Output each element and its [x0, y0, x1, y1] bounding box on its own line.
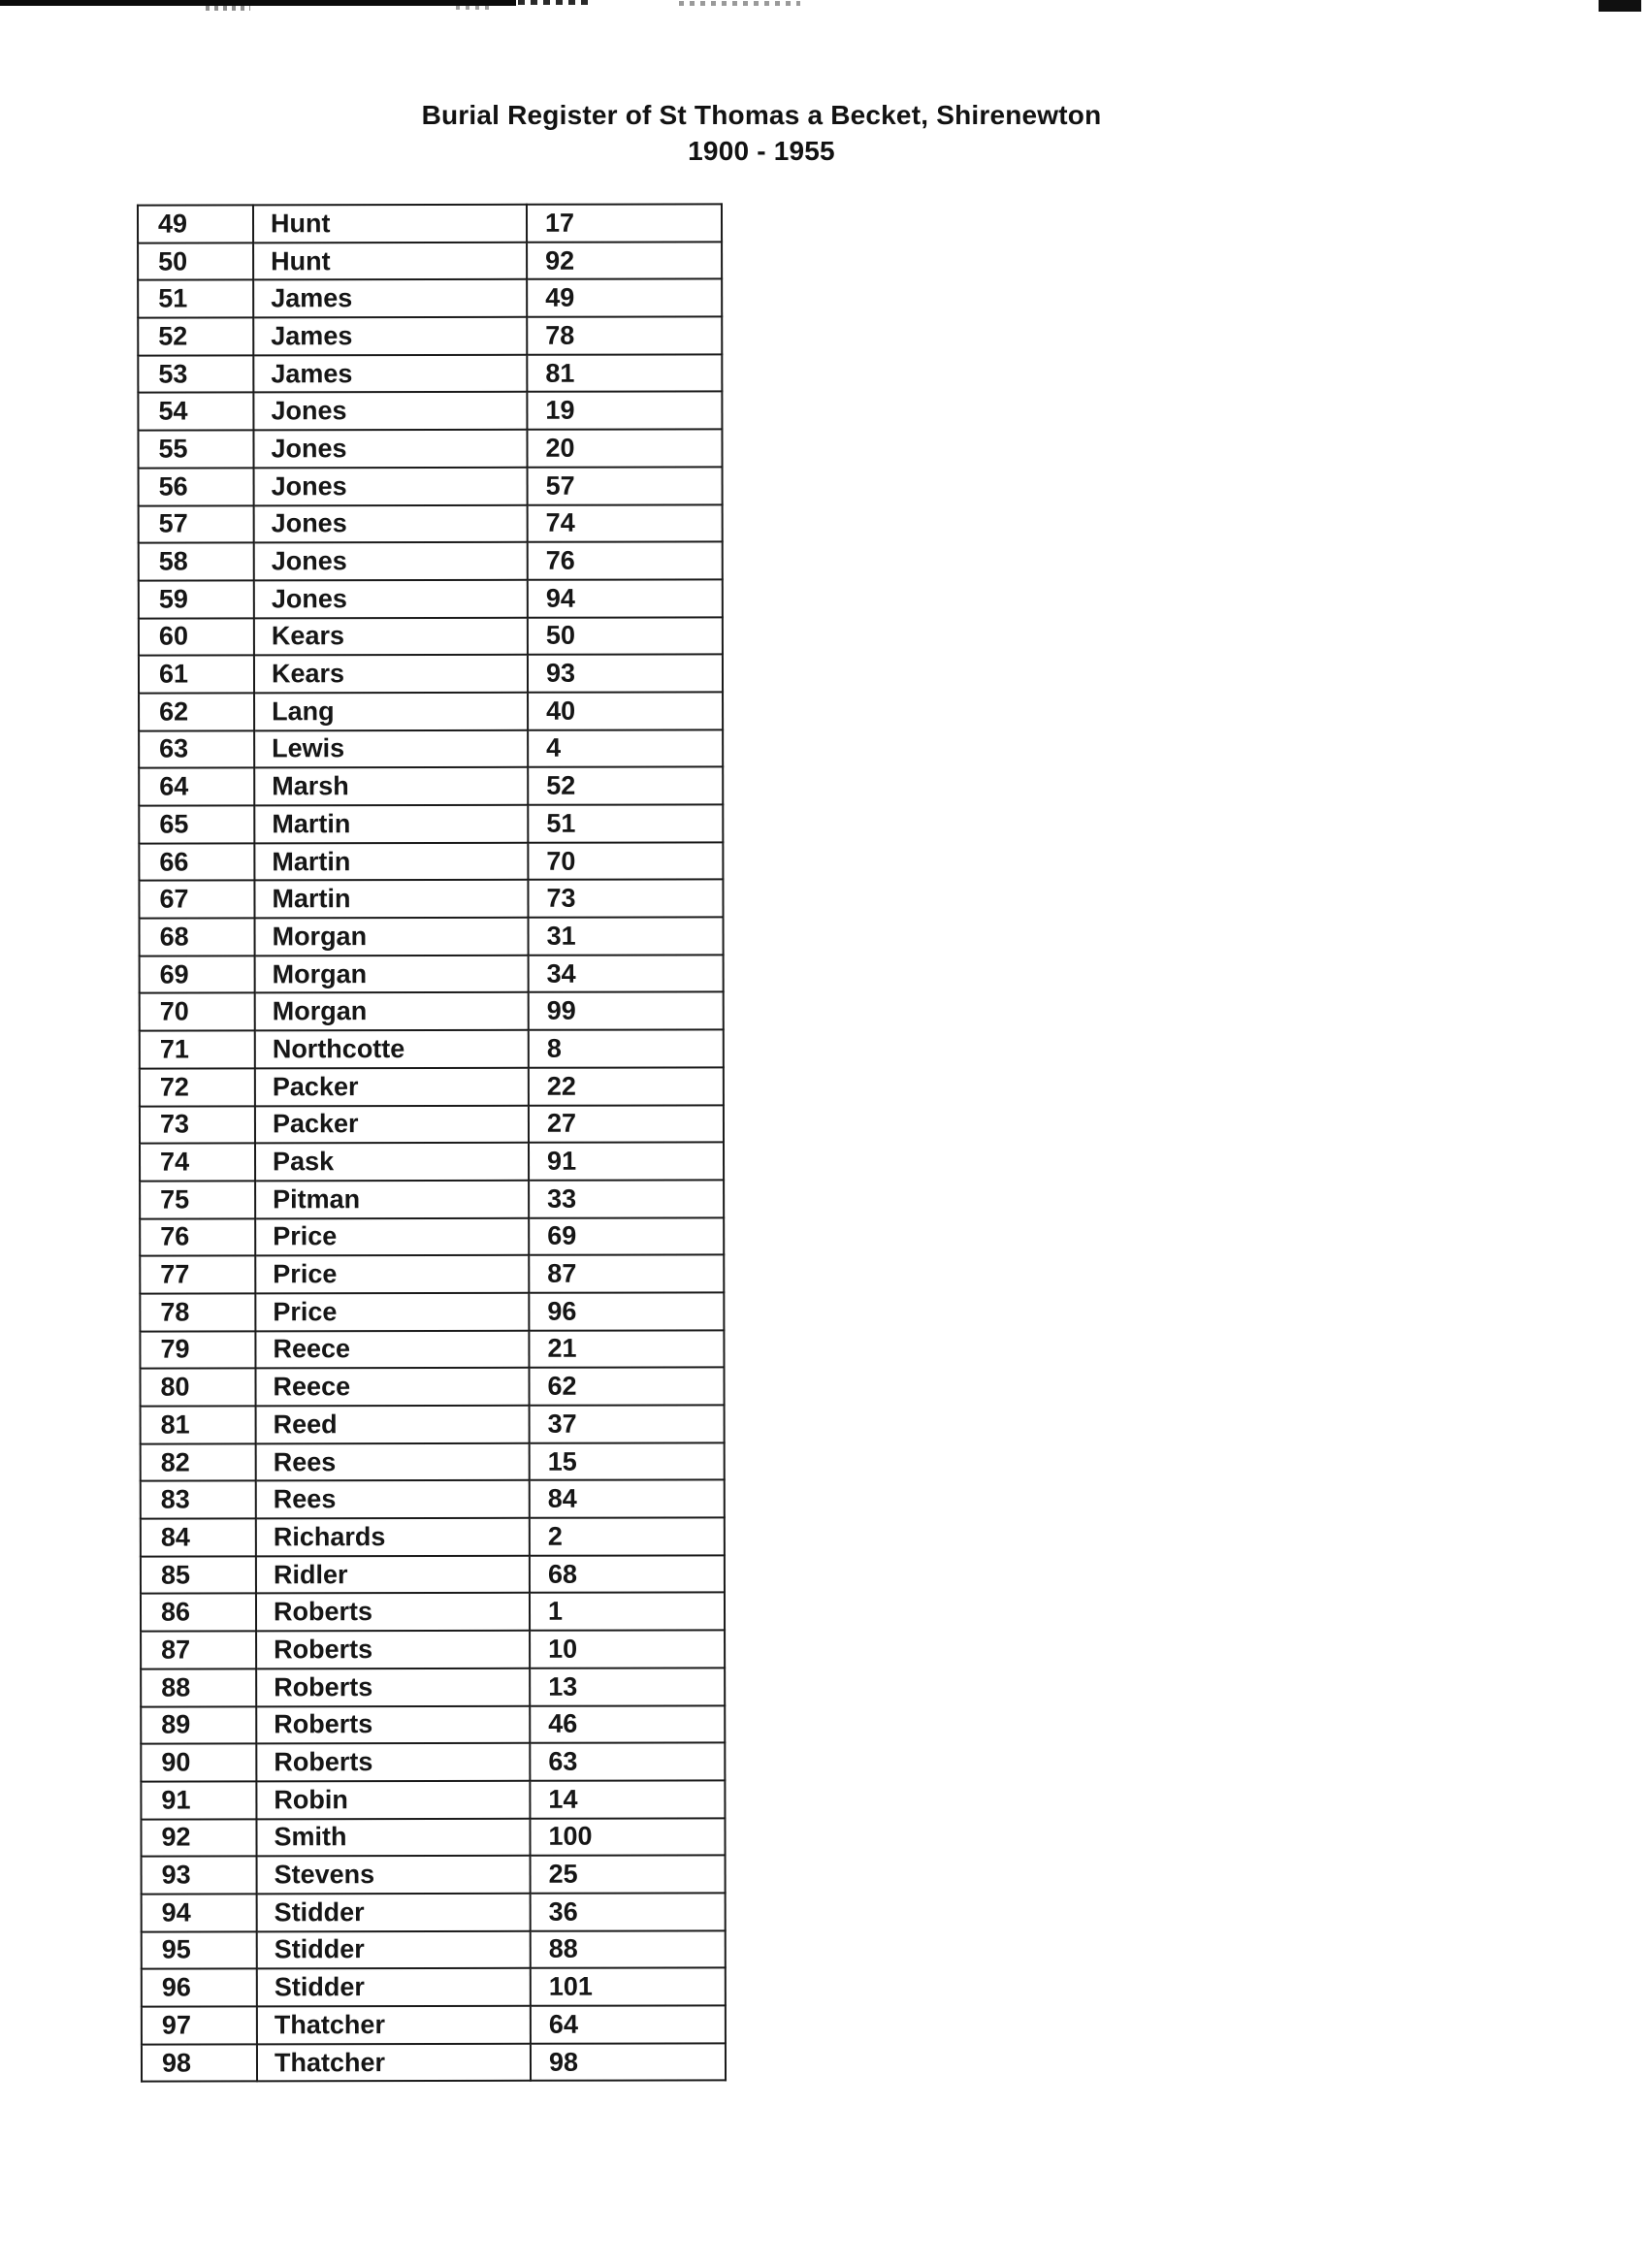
cell-surname: Kears: [254, 655, 528, 693]
cell-surname: Morgan: [255, 956, 529, 993]
cell-record-number: 88: [141, 1669, 256, 1706]
cell-entry-number: 100: [530, 1818, 725, 1856]
burial-register-table: [137, 203, 727, 2083]
table-row: [140, 917, 724, 956]
cell-record-number: 67: [139, 881, 254, 919]
cell-surname: Pask: [255, 1143, 529, 1181]
table-row: [141, 1818, 725, 1857]
cell-surname: Rees: [256, 1442, 530, 1480]
cell-entry-number: 40: [528, 692, 723, 729]
table-row: [141, 1442, 725, 1481]
register-table-body: [138, 204, 726, 2082]
cell-surname: Morgan: [255, 992, 529, 1030]
cell-surname: Packer: [255, 1105, 529, 1143]
cell-surname: Jones: [253, 430, 527, 468]
cell-surname: Northcotte: [255, 1030, 529, 1068]
cell-record-number: 83: [141, 1481, 256, 1519]
cell-surname: Jones: [254, 580, 528, 618]
table-row: [140, 1105, 724, 1144]
scan-artifact-smudge: [206, 6, 250, 11]
cell-record-number: 75: [140, 1181, 255, 1218]
cell-record-number: 85: [141, 1556, 256, 1594]
table-row: [139, 504, 723, 543]
cell-surname: Pitman: [255, 1181, 529, 1218]
cell-record-number: 69: [140, 956, 255, 993]
cell-record-number: 62: [139, 693, 254, 730]
cell-surname: Roberts: [256, 1631, 530, 1669]
cell-record-number: 53: [138, 355, 253, 393]
table-row: [139, 880, 723, 919]
cell-surname: Jones: [254, 468, 528, 505]
table-row: [141, 1705, 725, 1744]
table-row: [139, 767, 723, 806]
cell-record-number: 97: [142, 2006, 257, 2044]
cell-surname: Thatcher: [257, 2043, 531, 2081]
cell-record-number: 80: [140, 1369, 255, 1407]
cell-entry-number: 70: [528, 842, 723, 880]
cell-entry-number: 68: [530, 1555, 725, 1593]
cell-record-number: 86: [141, 1594, 256, 1632]
cell-entry-number: 101: [531, 1968, 726, 2006]
cell-surname: Stidder: [257, 1968, 531, 2006]
cell-entry-number: 25: [531, 1856, 726, 1894]
cell-entry-number: 52: [528, 767, 723, 805]
cell-surname: Roberts: [256, 1669, 530, 1706]
cell-entry-number: 10: [530, 1630, 725, 1668]
cell-record-number: 55: [138, 431, 253, 469]
table-row: [141, 1405, 725, 1443]
cell-surname: Reece: [255, 1368, 529, 1406]
table-row: [142, 1930, 726, 1969]
cell-surname: Roberts: [256, 1743, 530, 1781]
scan-artifact-top-dashes: [518, 0, 590, 5]
cell-entry-number: 99: [529, 992, 724, 1030]
cell-entry-number: 94: [528, 579, 723, 617]
cell-record-number: 74: [140, 1144, 255, 1182]
table-row: [141, 1517, 725, 1556]
cell-record-number: 87: [141, 1632, 256, 1669]
table-row: [140, 992, 724, 1031]
cell-record-number: 79: [140, 1331, 255, 1369]
cell-record-number: 72: [140, 1068, 255, 1106]
cell-surname: Stidder: [257, 1930, 531, 1968]
cell-entry-number: 37: [530, 1405, 725, 1442]
cell-entry-number: 69: [529, 1217, 724, 1255]
cell-entry-number: 21: [529, 1330, 724, 1368]
table-row: [140, 1143, 724, 1182]
table-row: [141, 1668, 725, 1706]
table-row: [141, 1630, 725, 1669]
cell-record-number: 50: [138, 243, 253, 280]
cell-record-number: 57: [139, 505, 254, 543]
cell-entry-number: 2: [530, 1517, 725, 1555]
cell-entry-number: 8: [529, 1029, 724, 1067]
table-row: [141, 1555, 725, 1594]
cell-surname: James: [253, 317, 527, 355]
cell-surname: Ridler: [256, 1556, 530, 1594]
cell-record-number: 95: [142, 1931, 257, 1969]
cell-surname: Smith: [256, 1818, 530, 1856]
table-row: [140, 1255, 724, 1294]
cell-surname: Price: [255, 1217, 529, 1255]
cell-record-number: 91: [141, 1781, 256, 1819]
cell-surname: Richards: [256, 1518, 530, 1556]
table-row: [142, 2005, 726, 2044]
cell-record-number: 93: [142, 1857, 257, 1895]
cell-record-number: 94: [142, 1894, 257, 1931]
cell-record-number: 54: [138, 393, 253, 431]
cell-surname: James: [253, 279, 527, 317]
table-row: [140, 955, 724, 993]
cell-entry-number: 17: [527, 204, 722, 242]
table-row: [142, 1856, 726, 1895]
cell-entry-number: 76: [528, 542, 723, 580]
cell-surname: Packer: [255, 1068, 529, 1106]
cell-record-number: 98: [142, 2044, 257, 2082]
table-row: [139, 542, 723, 581]
cell-entry-number: 49: [527, 279, 722, 317]
cell-record-number: 63: [139, 730, 254, 768]
cell-record-number: 68: [140, 918, 255, 956]
table-row: [138, 316, 722, 355]
cell-entry-number: 63: [530, 1743, 725, 1781]
table-row: [140, 1292, 724, 1331]
table-row: [142, 2043, 726, 2082]
table-row: [140, 1180, 724, 1218]
cell-entry-number: 1: [530, 1593, 725, 1631]
cell-entry-number: 88: [531, 1930, 726, 1968]
cell-record-number: 96: [142, 1969, 257, 2007]
cell-record-number: 52: [138, 317, 253, 355]
cell-record-number: 84: [141, 1518, 256, 1556]
cell-record-number: 51: [138, 280, 253, 318]
cell-entry-number: 14: [530, 1780, 725, 1818]
cell-record-number: 81: [141, 1406, 256, 1443]
cell-record-number: 70: [140, 993, 255, 1031]
cell-entry-number: 46: [530, 1705, 725, 1743]
table-row: [141, 1593, 725, 1632]
cell-surname: Reed: [256, 1406, 530, 1443]
scan-artifact-smudge: [456, 6, 495, 10]
cell-entry-number: 73: [528, 880, 723, 918]
table-row: [140, 1217, 724, 1256]
cell-entry-number: 98: [531, 2043, 726, 2081]
table-row: [142, 1893, 726, 1931]
table-row: [139, 729, 723, 768]
table-row: [140, 1368, 724, 1407]
cell-record-number: 73: [140, 1106, 255, 1144]
cell-entry-number: 87: [529, 1255, 724, 1293]
cell-record-number: 89: [141, 1706, 256, 1744]
cell-entry-number: 84: [530, 1480, 725, 1518]
cell-surname: Reece: [255, 1330, 529, 1368]
cell-record-number: 49: [138, 205, 253, 243]
table-row: [138, 279, 722, 318]
cell-surname: Martin: [254, 842, 528, 880]
table-row: [140, 1067, 724, 1106]
table-row: [141, 1480, 725, 1519]
cell-record-number: 90: [141, 1744, 256, 1782]
cell-surname: Lang: [254, 693, 528, 730]
table-row: [138, 354, 722, 393]
cell-entry-number: 64: [531, 2005, 726, 2043]
cell-entry-number: 13: [530, 1668, 725, 1705]
cell-surname: Jones: [254, 542, 528, 580]
cell-entry-number: 36: [531, 1893, 726, 1930]
table-row: [138, 204, 722, 243]
cell-entry-number: 31: [529, 917, 724, 955]
cell-entry-number: 27: [529, 1105, 724, 1143]
cell-surname: Hunt: [253, 242, 527, 279]
cell-entry-number: 34: [529, 955, 724, 992]
cell-record-number: 82: [141, 1443, 256, 1481]
cell-surname: Price: [255, 1293, 529, 1331]
cell-surname: Stidder: [257, 1894, 531, 1931]
cell-entry-number: 81: [527, 354, 722, 392]
cell-record-number: 59: [139, 580, 254, 618]
cell-surname: Thatcher: [257, 2006, 531, 2044]
cell-entry-number: 4: [528, 729, 723, 767]
table-row: [141, 1743, 725, 1782]
table-row: [142, 1968, 726, 2007]
scan-artifact-top-bar: [0, 0, 516, 6]
table-row: [138, 429, 722, 468]
table-row: [140, 1029, 724, 1068]
cell-record-number: 76: [140, 1218, 255, 1256]
table-row: [138, 242, 722, 280]
cell-surname: Lewis: [254, 729, 528, 767]
page-title: Burial Register of St Thomas a Becket, Shirenewton: [421, 100, 1102, 130]
cell-record-number: 66: [139, 843, 254, 881]
table-row: [139, 804, 723, 843]
table-row: [139, 467, 723, 505]
cell-surname: Kears: [254, 617, 528, 655]
cell-surname: Stevens: [257, 1856, 531, 1894]
cell-entry-number: 15: [530, 1442, 725, 1480]
cell-surname: Roberts: [256, 1593, 530, 1631]
table-row: [140, 1330, 724, 1369]
cell-entry-number: 51: [528, 804, 723, 842]
cell-surname: Martin: [254, 880, 528, 918]
cell-entry-number: 20: [527, 429, 722, 467]
cell-entry-number: 22: [529, 1067, 724, 1105]
table-row: [139, 692, 723, 730]
table-row: [139, 617, 723, 656]
table-row: [139, 655, 723, 694]
cell-entry-number: 50: [528, 617, 723, 655]
table-row: [138, 392, 722, 431]
cell-surname: Jones: [254, 504, 528, 542]
cell-record-number: 65: [139, 805, 254, 843]
cell-surname: Martin: [254, 805, 528, 843]
cell-record-number: 71: [140, 1031, 255, 1069]
cell-surname: Roberts: [256, 1705, 530, 1743]
cell-entry-number: 78: [527, 316, 722, 354]
cell-record-number: 64: [139, 768, 254, 806]
cell-surname: Marsh: [254, 767, 528, 805]
table-row: [139, 842, 723, 881]
scan-artifact-top-faint-dashes: [679, 1, 800, 6]
cell-surname: Rees: [256, 1480, 530, 1518]
cell-entry-number: 33: [529, 1180, 724, 1217]
table-row: [141, 1780, 725, 1819]
cell-entry-number: 62: [529, 1368, 724, 1406]
cell-record-number: 78: [140, 1293, 255, 1331]
cell-record-number: 56: [139, 468, 254, 505]
cell-surname: Morgan: [255, 918, 529, 956]
page-subtitle: 1900 - 1955: [688, 136, 835, 166]
document-title-block: [0, 97, 1523, 169]
cell-record-number: 92: [141, 1819, 256, 1857]
cell-entry-number: 93: [528, 655, 723, 693]
cell-record-number: 60: [139, 618, 254, 656]
cell-entry-number: 57: [528, 467, 723, 504]
cell-entry-number: 19: [527, 392, 722, 430]
cell-surname: James: [253, 355, 527, 393]
cell-entry-number: 91: [529, 1143, 724, 1181]
cell-surname: Hunt: [253, 205, 527, 243]
cell-record-number: 58: [139, 543, 254, 581]
cell-entry-number: 92: [527, 242, 722, 279]
cell-entry-number: 74: [528, 504, 723, 542]
cell-record-number: 61: [139, 656, 254, 694]
cell-record-number: 77: [140, 1256, 255, 1294]
scan-artifact-corner-mark: [1599, 0, 1641, 12]
table-row: [139, 579, 723, 618]
cell-surname: Robin: [256, 1781, 530, 1819]
cell-entry-number: 96: [529, 1292, 724, 1330]
cell-surname: Price: [255, 1255, 529, 1293]
cell-surname: Jones: [253, 392, 527, 430]
